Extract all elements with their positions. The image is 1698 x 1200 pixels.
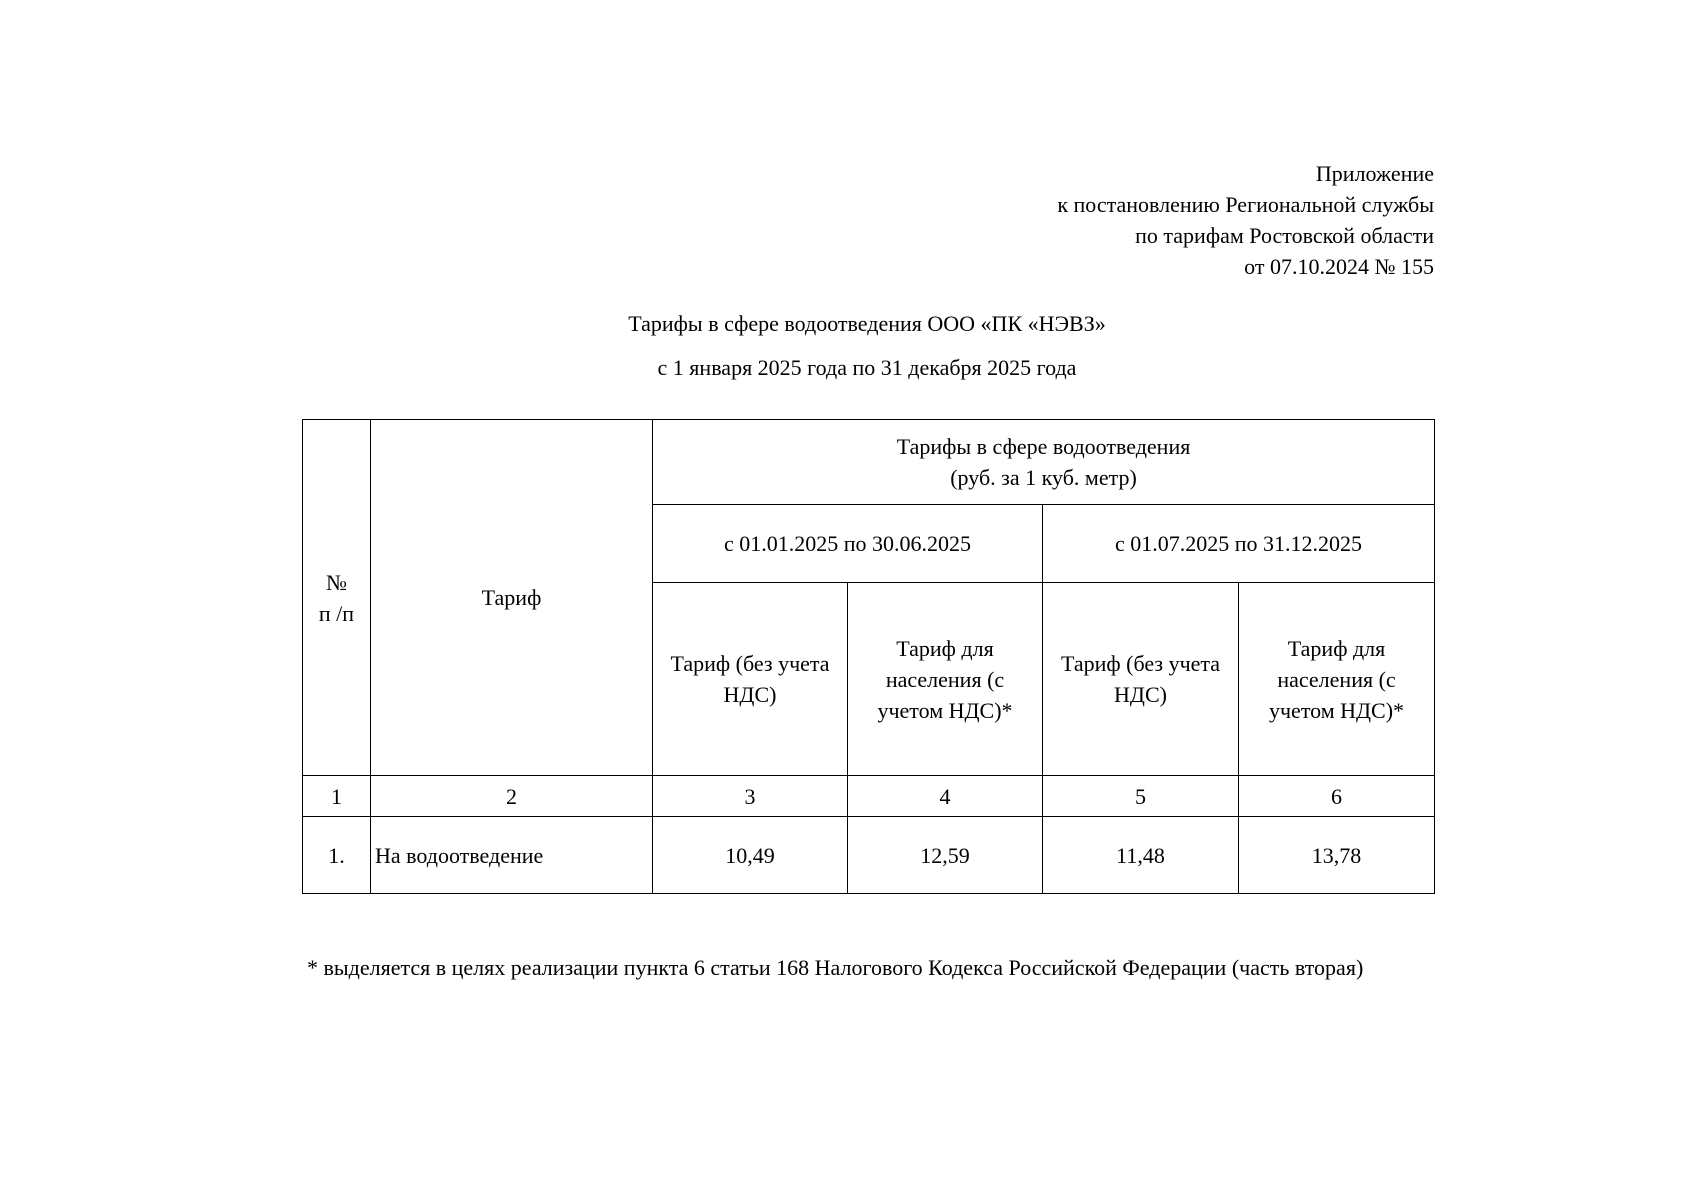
header-period-2: с 01.07.2025 по 31.12.2025 <box>1043 505 1435 583</box>
header-group <box>653 420 1435 505</box>
header-no <box>303 420 371 776</box>
document-period: с 1 января 2025 года по 31 декабря 2025 года <box>657 355 1077 380</box>
column-number: 4 <box>848 776 1043 817</box>
header-p1-excl-vat <box>653 583 848 776</box>
appendix-line: от 07.10.2024 № 155 <box>1244 254 1434 279</box>
header-sub-line: населения (с <box>1277 666 1396 692</box>
appendix-line: к постановлению Региональной службы <box>1057 192 1434 217</box>
header-period-1: с 01.01.2025 по 30.06.2025 <box>653 505 1043 583</box>
header-sub-line: Тариф для <box>896 635 994 661</box>
header-group-line: (руб. за 1 куб. метр) <box>950 465 1137 490</box>
header-sub-line: учетом НДС)* <box>1268 697 1405 723</box>
header-tariff: Тариф <box>371 420 653 776</box>
table-row <box>303 817 1435 894</box>
document-title: Тарифы в сфере водоотведения ООО «ПК «НЭВЗ» <box>628 311 1106 336</box>
column-number-row <box>303 776 1435 817</box>
footnote: * выделяется в целях реализации пункта 6 статьи 168 Налогового Кодекса Российской Федерации (часть вторая) <box>307 955 1364 980</box>
header-sub-line: НДС) <box>723 682 777 707</box>
column-number: 2 <box>371 776 653 817</box>
header-p1-population <box>848 583 1043 776</box>
header-p2-excl-vat <box>1043 583 1239 776</box>
column-number: 6 <box>1239 776 1435 817</box>
header-no-line: п /п <box>318 600 355 626</box>
row-p1-population: 12,59 <box>848 817 1043 894</box>
header-p2-population <box>1239 583 1435 776</box>
header-sub-line: Тариф (без учета <box>670 651 830 676</box>
header-group-line: Тарифы в сфере водоотведения <box>896 434 1191 459</box>
header-sub-line: НДС) <box>1114 682 1167 707</box>
column-number: 1 <box>303 776 371 817</box>
appendix-header <box>1057 158 1434 282</box>
header-sub-line: учетом НДС)* <box>877 697 1013 723</box>
header-sub-line: Тариф для <box>1287 635 1386 661</box>
appendix-line: Приложение <box>1315 161 1434 186</box>
tariff-table <box>302 419 1435 894</box>
column-number: 5 <box>1043 776 1239 817</box>
row-p1-excl-vat: 10,49 <box>653 817 848 894</box>
row-number: 1. <box>303 817 371 894</box>
appendix-line: по тарифам Ростовской области <box>1135 223 1434 248</box>
header-no-line: № <box>326 569 347 595</box>
header-sub-line: Тариф (без учета <box>1060 651 1221 676</box>
row-tariff-name: На водоотведение <box>371 817 653 894</box>
row-p2-excl-vat: 11,48 <box>1043 817 1239 894</box>
header-sub-line: населения (с <box>885 666 1005 692</box>
column-number: 3 <box>653 776 848 817</box>
row-p2-population: 13,78 <box>1239 817 1435 894</box>
